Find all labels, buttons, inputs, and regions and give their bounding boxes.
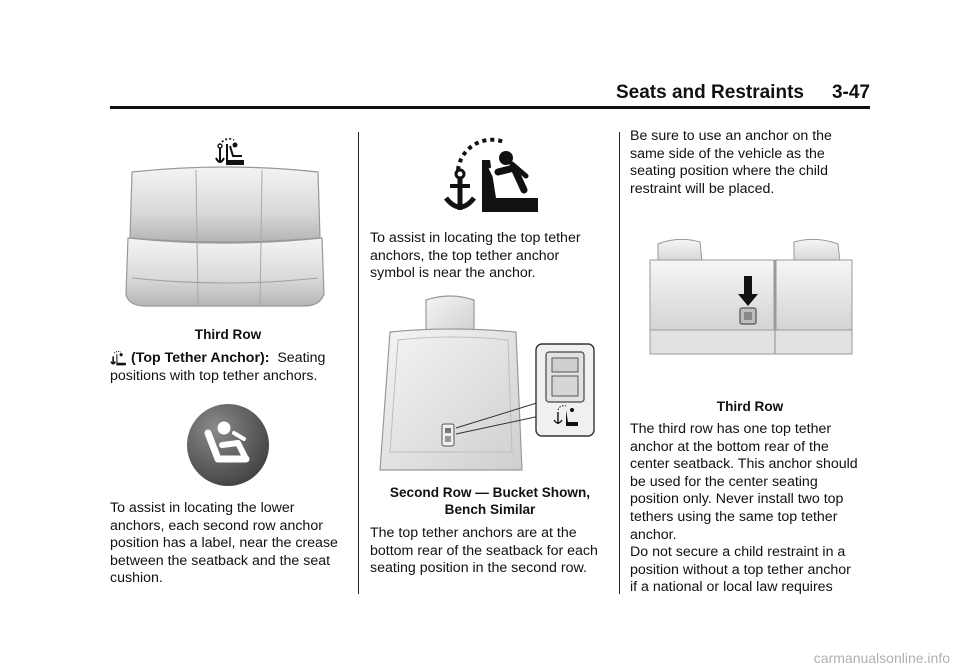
- second-row-bucket-seat-illustration: [380, 292, 600, 470]
- page-number: 3-47: [831, 82, 870, 103]
- section-title: Seats and Restraints: [616, 82, 804, 103]
- tether-anchor-definition-line2: positions with top tether anchors.: [110, 368, 318, 384]
- column-divider-left: [358, 132, 359, 594]
- same-side-paragraph: Be sure to use an anchor on the same side of the vehicle as the seating position where the child restraint will be placed.: [630, 128, 832, 197]
- caption-second-row-line1: Second Row — Bucket Shown,: [389, 485, 591, 500]
- lower-anchor-paragraph: To assist in locating the lower anchors, each second row anchor position has a label, near the crease between the seatback and the seat cushion.: [110, 500, 338, 587]
- top-tether-anchor-symbol-icon: [444, 140, 540, 214]
- caption-second-row-line2: Bench Similar: [444, 502, 536, 517]
- symbol-location-paragraph: To assist in locating the top tether anchors, the top tether anchor symbol is near the anchor.: [370, 230, 581, 282]
- local-law-paragraph: Do not secure a child restraint in a position without a top tether anchor if a national or local law requires: [630, 544, 851, 596]
- third-row-bench-illustration: [124, 166, 326, 308]
- rear-anchor-paragraph: The top tether anchors are at the bottom rear of the seatback for each seating position in the second row.: [370, 525, 598, 577]
- column-divider-right: [619, 132, 620, 594]
- tether-anchor-definition-line1: [131, 350, 351, 368]
- caption-third-row-rear: Third Row: [716, 399, 784, 414]
- header-rule: [110, 106, 870, 109]
- tether-anchor-term: (Top Tether Anchor):: [131, 350, 270, 366]
- watermark-link[interactable]: carmanualsonline.info: [813, 650, 950, 666]
- one-tether-paragraph: The third row has one top tether anchor at the bottom rear of the center seatback. This anchor should be used for the center seating position only. Never install two top tethers using the same top tether anchor.: [630, 421, 858, 543]
- page-header: [110, 82, 870, 104]
- third-row-rear-illustration: [648, 234, 854, 356]
- lower-anchor-label-icon: [186, 403, 270, 487]
- tether-anchor-text: Seating: [277, 350, 326, 366]
- top-tether-symbol-inline-icon: [110, 351, 128, 367]
- caption-third-row-bench: Third Row: [194, 327, 262, 342]
- top-tether-symbol-small-icon: [214, 138, 248, 168]
